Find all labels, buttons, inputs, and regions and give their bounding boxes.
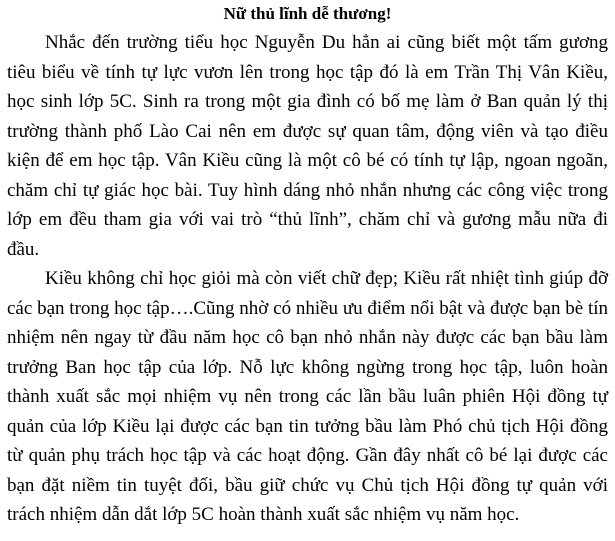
document-title: Nữ thủ lĩnh dễ thương! [223, 4, 392, 23]
document-body [7, 0, 608, 530]
paragraph-1: Nhắc đến trường tiểu học Nguyễn Du hẳn ai cũng biết một tấm gương tiêu biểu về tính tự lực vươn lên trong học tập đó là em Trần Thị Vân Kiều, học sinh lớp 5C. Sinh ra trong một gia đình có bố mẹ làm ở Ban quản lý thị trường thành phố Lào Cai nên em được sự quan tâm, động viên và tạo điều kiện để em học tập. Vân Kiều cũng là một cô bé có tính tự lập, ngoan ngoãn, chăm chỉ tự giác học bài. Tuy hình dáng nhỏ nhắn nhưng các công việc trong lớp em đều tham gia với vai trò “thủ lĩnh”, chăm chỉ và gương mẫu nữa đi đầu. [7, 32, 608, 260]
paragraph-2: Kiều không chỉ học giỏi mà còn viết chữ đẹp; Kiều rất nhiệt tình giúp đỡ các bạn trong học tập….Cũng nhờ có nhiều ưu điểm nổi bật và được bạn bè tín nhiệm nên ngay từ đầu năm học cô bạn nhỏ nhắn này được các bạn bầu làm trưởng Ban học tập của lớp. Nỗ lực không ngừng trong học tập, luôn hoàn thành xuất sắc mọi nhiệm vụ nên trong các lần bầu luân phiên Hội đồng tự quản của lớp Kiều lại được các bạn tin tưởng bầu làm Phó chủ tịch Hội đồng từ quản phụ trách học tập và các hoạt động. Gần đây nhất cô bé lại được các bạn đặt niềm tin tuyệt đối, bầu giữ chức vụ Chủ tịch Hội đồng tự quản với trách nhiệm dẫn dắt lớp 5C hoàn thành xuất sắc nhiệm vụ năm học. [7, 268, 608, 525]
